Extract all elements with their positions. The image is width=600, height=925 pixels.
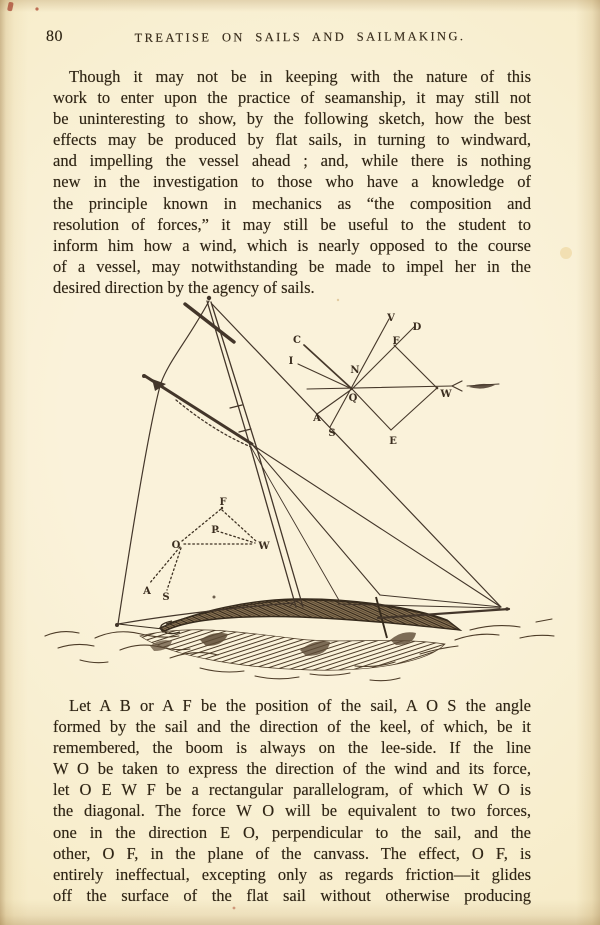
red-mark: [7, 2, 14, 12]
diagram-label: C: [293, 335, 301, 346]
diagram-label: D: [412, 322, 422, 333]
diagram-label: E: [389, 436, 397, 447]
line-A-Q: [317, 389, 352, 414]
text-line: of a vessel, may notwithstanding be made to impel her in the: [53, 256, 531, 276]
diagram-label: W: [258, 541, 270, 552]
diagram-label: A: [143, 586, 151, 597]
text-line: desired direction by the agency of sails.: [53, 277, 315, 297]
red-speck: [233, 907, 236, 910]
line-F-W: [394, 345, 437, 388]
rigging: [115, 296, 509, 627]
arrow-feather: [469, 384, 495, 389]
dotted-foot-curve: [176, 400, 251, 447]
diagram-label: F: [219, 497, 227, 508]
paragraph-2: [53, 695, 531, 906]
line-C-Q: [304, 345, 352, 389]
line-Q-D: [352, 326, 415, 389]
line-P-W: [217, 531, 255, 543]
mast-left-line: [207, 301, 296, 607]
deck-line: [118, 624, 163, 629]
topmast-stay: [212, 304, 501, 607]
text-line: formed by the sail and the direction of the keel, of which, be it: [53, 717, 531, 737]
text-line: work to enter upon the practice of seamanship, it may still not: [53, 88, 531, 108]
diagram-label: O: [171, 540, 181, 551]
text-line: let O E W F be a rectangular parallelogram, of which W O is: [53, 780, 531, 800]
text-line: effects may be produced by flat sails, in turning to windward,: [53, 130, 531, 150]
wind-arrowhead: [452, 381, 462, 391]
text-line: one in the direction E O, perpendicular to the sail, and the: [53, 822, 531, 842]
text-line: W O be taken to express the direction of the wind and its force,: [53, 759, 531, 779]
line-E-W: [391, 388, 437, 430]
line-Q-E: [352, 389, 391, 430]
diagram-label: S: [328, 428, 336, 439]
wind-line: [307, 386, 452, 389]
diagram-label: I: [288, 356, 294, 367]
diagram-label: F: [392, 336, 400, 347]
text-line: the diagonal. The force W O will be equivalent to two forces,: [53, 801, 531, 821]
diagram-label: P: [211, 525, 219, 536]
text-line: Though it may not be in keeping with the nature of this: [69, 67, 531, 86]
diagram-label: A: [313, 413, 321, 424]
force-diagram-lower: [142, 497, 270, 603]
jib-leech: [250, 442, 380, 595]
text-line: entirely ineffectual, excepting only as regards friction—it glides: [53, 864, 531, 884]
text-line: be uninteresting to show, by the following sketch, how the best: [53, 109, 531, 129]
diagram-label: Q: [348, 393, 358, 404]
upper-diagram-labels: [289, 313, 453, 447]
line-I-Q: [298, 364, 352, 389]
diagram-label: N: [350, 365, 360, 376]
boom-end-knob: [115, 623, 119, 627]
diagram-label: W: [440, 389, 452, 400]
lower-diagram-labels: [142, 497, 270, 603]
text-line: resolution of forces,” it may still be useful to the student to: [53, 214, 531, 234]
text-line: the principle known in mechanics as “the composition and: [53, 193, 531, 213]
diagram-label: S: [162, 592, 170, 603]
gaff-end-knob: [142, 374, 146, 378]
text-line: and impelling the vessel ahead ; and, while there is nothing: [53, 151, 531, 171]
running-header-title: TREATISE ON SAILS AND SAILMAKING.: [134, 29, 466, 45]
page-number: 80: [46, 28, 63, 45]
bowsprit-tip: [505, 607, 509, 611]
vertex-dot: [436, 387, 439, 390]
mast-right-line: [211, 302, 303, 607]
text-line: off the surface of the flat sail without otherwise producing: [53, 885, 531, 905]
paragraph-1: [53, 66, 531, 298]
red-speck: [35, 7, 38, 10]
text-line: Let A B or A F be the position of the sail, A O S the angle: [69, 696, 531, 715]
text-line: remembered, the boom is always on the lee-side. If the line: [53, 738, 531, 758]
text-line: new in the investigation to those who have a knowledge of: [53, 172, 531, 192]
line-F-W: [222, 510, 257, 542]
stain: [560, 247, 572, 259]
mainsail-luff: [118, 301, 209, 624]
diagram-label: V: [387, 313, 395, 324]
sea-waves: [45, 619, 554, 681]
ink-speck: [213, 596, 216, 599]
force-diagram-upper: [289, 313, 499, 447]
speck: [337, 299, 339, 301]
text-line: inform him how a wind, which is nearly opposed to the course: [53, 235, 531, 255]
text-line: other, O F, in the plane of the canvass. The effect, O F, is: [53, 843, 531, 863]
halyard: [251, 447, 340, 602]
